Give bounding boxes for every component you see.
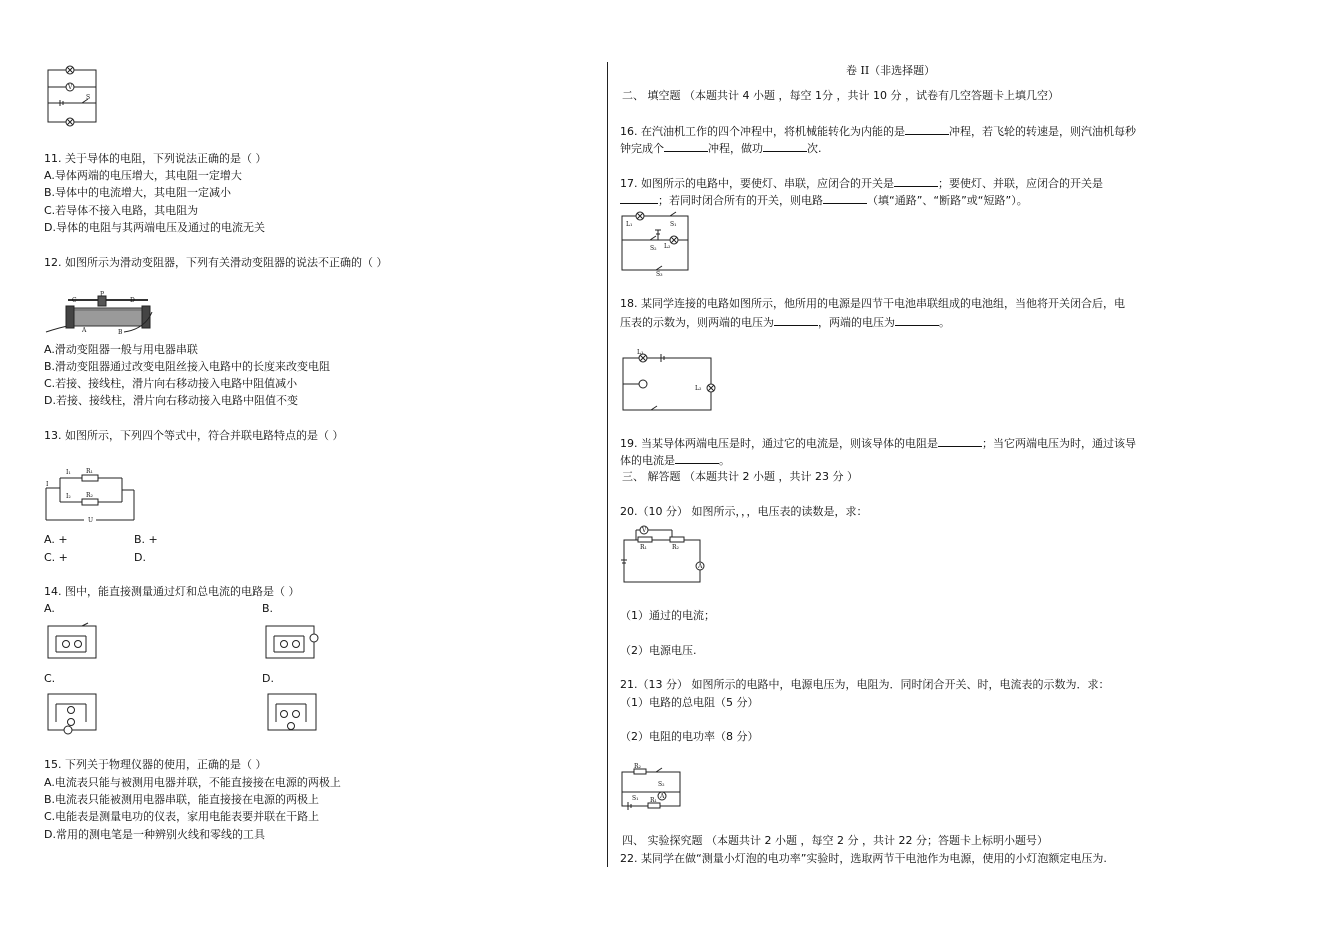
q17-label-s2: S₂ bbox=[650, 245, 657, 252]
q20-label-r2: R₂ bbox=[672, 544, 679, 551]
q18-line-2: 压表的示数为，则两端的电压为 ，两端的电压为 。 bbox=[620, 316, 950, 329]
q17-circuit-figure bbox=[620, 210, 692, 278]
q13-label-r2: R₂ bbox=[86, 492, 93, 499]
q18-label-l2: L₂ bbox=[695, 385, 702, 392]
q19-line-1: 19. 当某导体两端电压是时，通过它的电流是，则该导体的电阻是 ；当它两端电压为时，通过该导 bbox=[620, 437, 1136, 450]
q21-label-r2: R₂ bbox=[634, 763, 641, 770]
section-header-paper-ii: 卷 II（非选择题） bbox=[846, 64, 936, 77]
q15-stem: 15. 下列关于物理仪器的使用，正确的是（ ） bbox=[44, 758, 267, 771]
q12-stem: 12. 如图所示为滑动变阻器，下列有关滑动变阻器的说法不正确的（ ） bbox=[44, 256, 388, 269]
q13-stem: 13. 如图所示，下列四个等式中，符合并联电路特点的是（ ） bbox=[44, 429, 344, 442]
section-2-title: 二、 填空题 （本题共计 4 小题 ，每空 1分 ，共计 10 分 ，试卷有几空答题卡上填几空） bbox=[622, 89, 1059, 102]
q15-option-c: C.电能表是测量电功的仪表，家用电能表要并联在干路上 bbox=[44, 810, 320, 823]
q21-stem: 21.（13 分） 如图所示的电路中，电源电压为，电阻为．同时闭合开关、时，电流表的示数为．求： bbox=[620, 678, 1110, 691]
q11-option-a: A.导体两端的电压增大，其电阻一定增大 bbox=[44, 169, 242, 182]
top-circuit-figure bbox=[46, 66, 98, 126]
q21-label-s1: S₁ bbox=[632, 795, 639, 802]
svg-text:V: V bbox=[68, 84, 73, 91]
q15-option-b: B.电流表只能被测用电器串联，能直接接在电源的两极上 bbox=[44, 793, 320, 806]
q13-label-r1: R₁ bbox=[86, 468, 93, 475]
q21-label-s2: S₂ bbox=[658, 781, 665, 788]
q21-part-1: （1）电路的总电阻（5 分） bbox=[620, 696, 759, 709]
q16-line-2: 钟完成个 冲程，做功 次. bbox=[620, 142, 822, 155]
svg-text:A: A bbox=[698, 563, 703, 570]
svg-text:V: V bbox=[642, 527, 647, 534]
q13-option-b: B. + bbox=[134, 533, 158, 546]
q13-label-i1: I₁ bbox=[66, 469, 71, 476]
q13-option-c: C. + bbox=[44, 551, 68, 564]
q21-label-r1: R₁ bbox=[650, 797, 657, 804]
q11-stem: 11. 关于导体的电阻，下列说法正确的是（ ） bbox=[44, 152, 267, 165]
q15-option-d: D.常用的测电笔是一种辨别火线和零线的工具 bbox=[44, 828, 265, 841]
q14-circuit-c bbox=[46, 690, 100, 736]
q14-option-a: A. bbox=[44, 602, 55, 615]
q11-option-d: D.导体的电阻与其两端电压及通过的电流无关 bbox=[44, 221, 265, 234]
q13-label-i2: I₂ bbox=[66, 493, 71, 500]
rheostat-label-b: B bbox=[118, 329, 123, 336]
q12-option-d: D.若接、接线柱，滑片向右移动接入电路中阻值不变 bbox=[44, 394, 298, 407]
q21-part-2: （2）电阻的电功率（8 分） bbox=[620, 730, 759, 743]
q14-circuit-d bbox=[266, 690, 320, 736]
q13-option-a: A. + bbox=[44, 533, 68, 546]
q17-line-2: ；若同时闭合所有的开关，则电路 （填“通路”、“断路”或“短路”）。 bbox=[620, 193, 1028, 208]
q20-label-r1: R₁ bbox=[640, 544, 647, 551]
q15-option-a: A.电流表只能与被测用电器并联，不能直接接在电源的两极上 bbox=[44, 776, 341, 789]
q17-label-l2: L₂ bbox=[664, 243, 671, 250]
q18-label-l1: L₁ bbox=[637, 349, 644, 356]
svg-text:S: S bbox=[86, 94, 91, 101]
q14-circuit-b bbox=[264, 622, 322, 662]
q22-stem: 22. 某同学在做“测量小灯泡的电功率”实验时，选取两节干电池作为电源，使用的小灯泡额定电压为. bbox=[620, 852, 1107, 865]
q11-option-c: C.若导体不接入电路，其电阻为 bbox=[44, 204, 199, 217]
rheostat-label-d: D bbox=[130, 297, 135, 304]
svg-text:A: A bbox=[660, 793, 665, 800]
q20-part-1: （1）通过的电流； bbox=[620, 609, 715, 622]
q17-label-s3: S₃ bbox=[656, 271, 663, 278]
q17-label-s1: S₁ bbox=[670, 221, 677, 228]
q20-circuit-figure bbox=[620, 524, 708, 586]
q21-circuit-figure bbox=[620, 763, 686, 810]
q13-label-u: U bbox=[88, 517, 94, 524]
q14-option-c: C. bbox=[44, 672, 56, 685]
q16-line-1: 16. 在汽油机工作的四个冲程中，将机械能转化为内能的是 冲程，若飞轮的转速是，则汽油机每秒 bbox=[620, 125, 1136, 138]
rheostat-label-p: P bbox=[100, 291, 105, 298]
q13-label-i: I bbox=[46, 481, 49, 488]
q18-line-1: 18. 某同学连接的电路如图所示，他所用的电源是四节干电池串联组成的电池组，当他将开关闭合后，电 bbox=[620, 297, 1125, 310]
q14-circuit-a bbox=[46, 622, 100, 662]
q19-line-2: 体的电流是 。 bbox=[620, 454, 730, 467]
rheostat-figure bbox=[44, 292, 152, 338]
q20-stem: 20.（10 分） 如图所示，，，电压表的读数是，求： bbox=[620, 505, 868, 518]
q12-option-b: B.滑动变阻器通过改变电阻丝接入电路中的长度来改变电阻 bbox=[44, 360, 331, 373]
section-3-title: 三、 解答题 （本题共计 2 小题 ，共计 23 分 ） bbox=[622, 470, 858, 483]
q13-parallel-figure bbox=[42, 466, 142, 528]
rheostat-label-c: C bbox=[72, 297, 77, 304]
column-divider bbox=[607, 62, 608, 867]
q20-part-2: （2）电源电压. bbox=[620, 644, 697, 657]
q18-circuit-figure bbox=[621, 350, 715, 412]
section-4-title: 四、 实验探究题 （本题共计 2 小题 ，每空 2 分 ，共计 22 分；答题卡上标明小题号） bbox=[622, 834, 1048, 847]
q17-label-l1: L₁ bbox=[626, 221, 633, 228]
q11-option-b: B.导体中的电流增大，其电阻一定减小 bbox=[44, 186, 232, 199]
q12-option-a: A.滑动变阻器一般与用电器串联 bbox=[44, 343, 198, 356]
q17-line-1: 17. 如图所示的电路中，要使灯、串联，应闭合的开关是 ；要使灯、并联，应闭合的开关是 bbox=[620, 177, 1103, 190]
q14-option-d: D. bbox=[262, 672, 274, 685]
rheostat-label-a: A bbox=[82, 327, 87, 334]
q12-option-c: C.若接、接线柱，滑片向右移动接入电路中阻值减小 bbox=[44, 377, 298, 390]
q14-option-b: B. bbox=[262, 602, 274, 615]
q14-stem: 14. 图中，能直接测量通过灯和总电流的电路是（ ） bbox=[44, 585, 300, 598]
q13-option-d: D. bbox=[134, 551, 146, 564]
